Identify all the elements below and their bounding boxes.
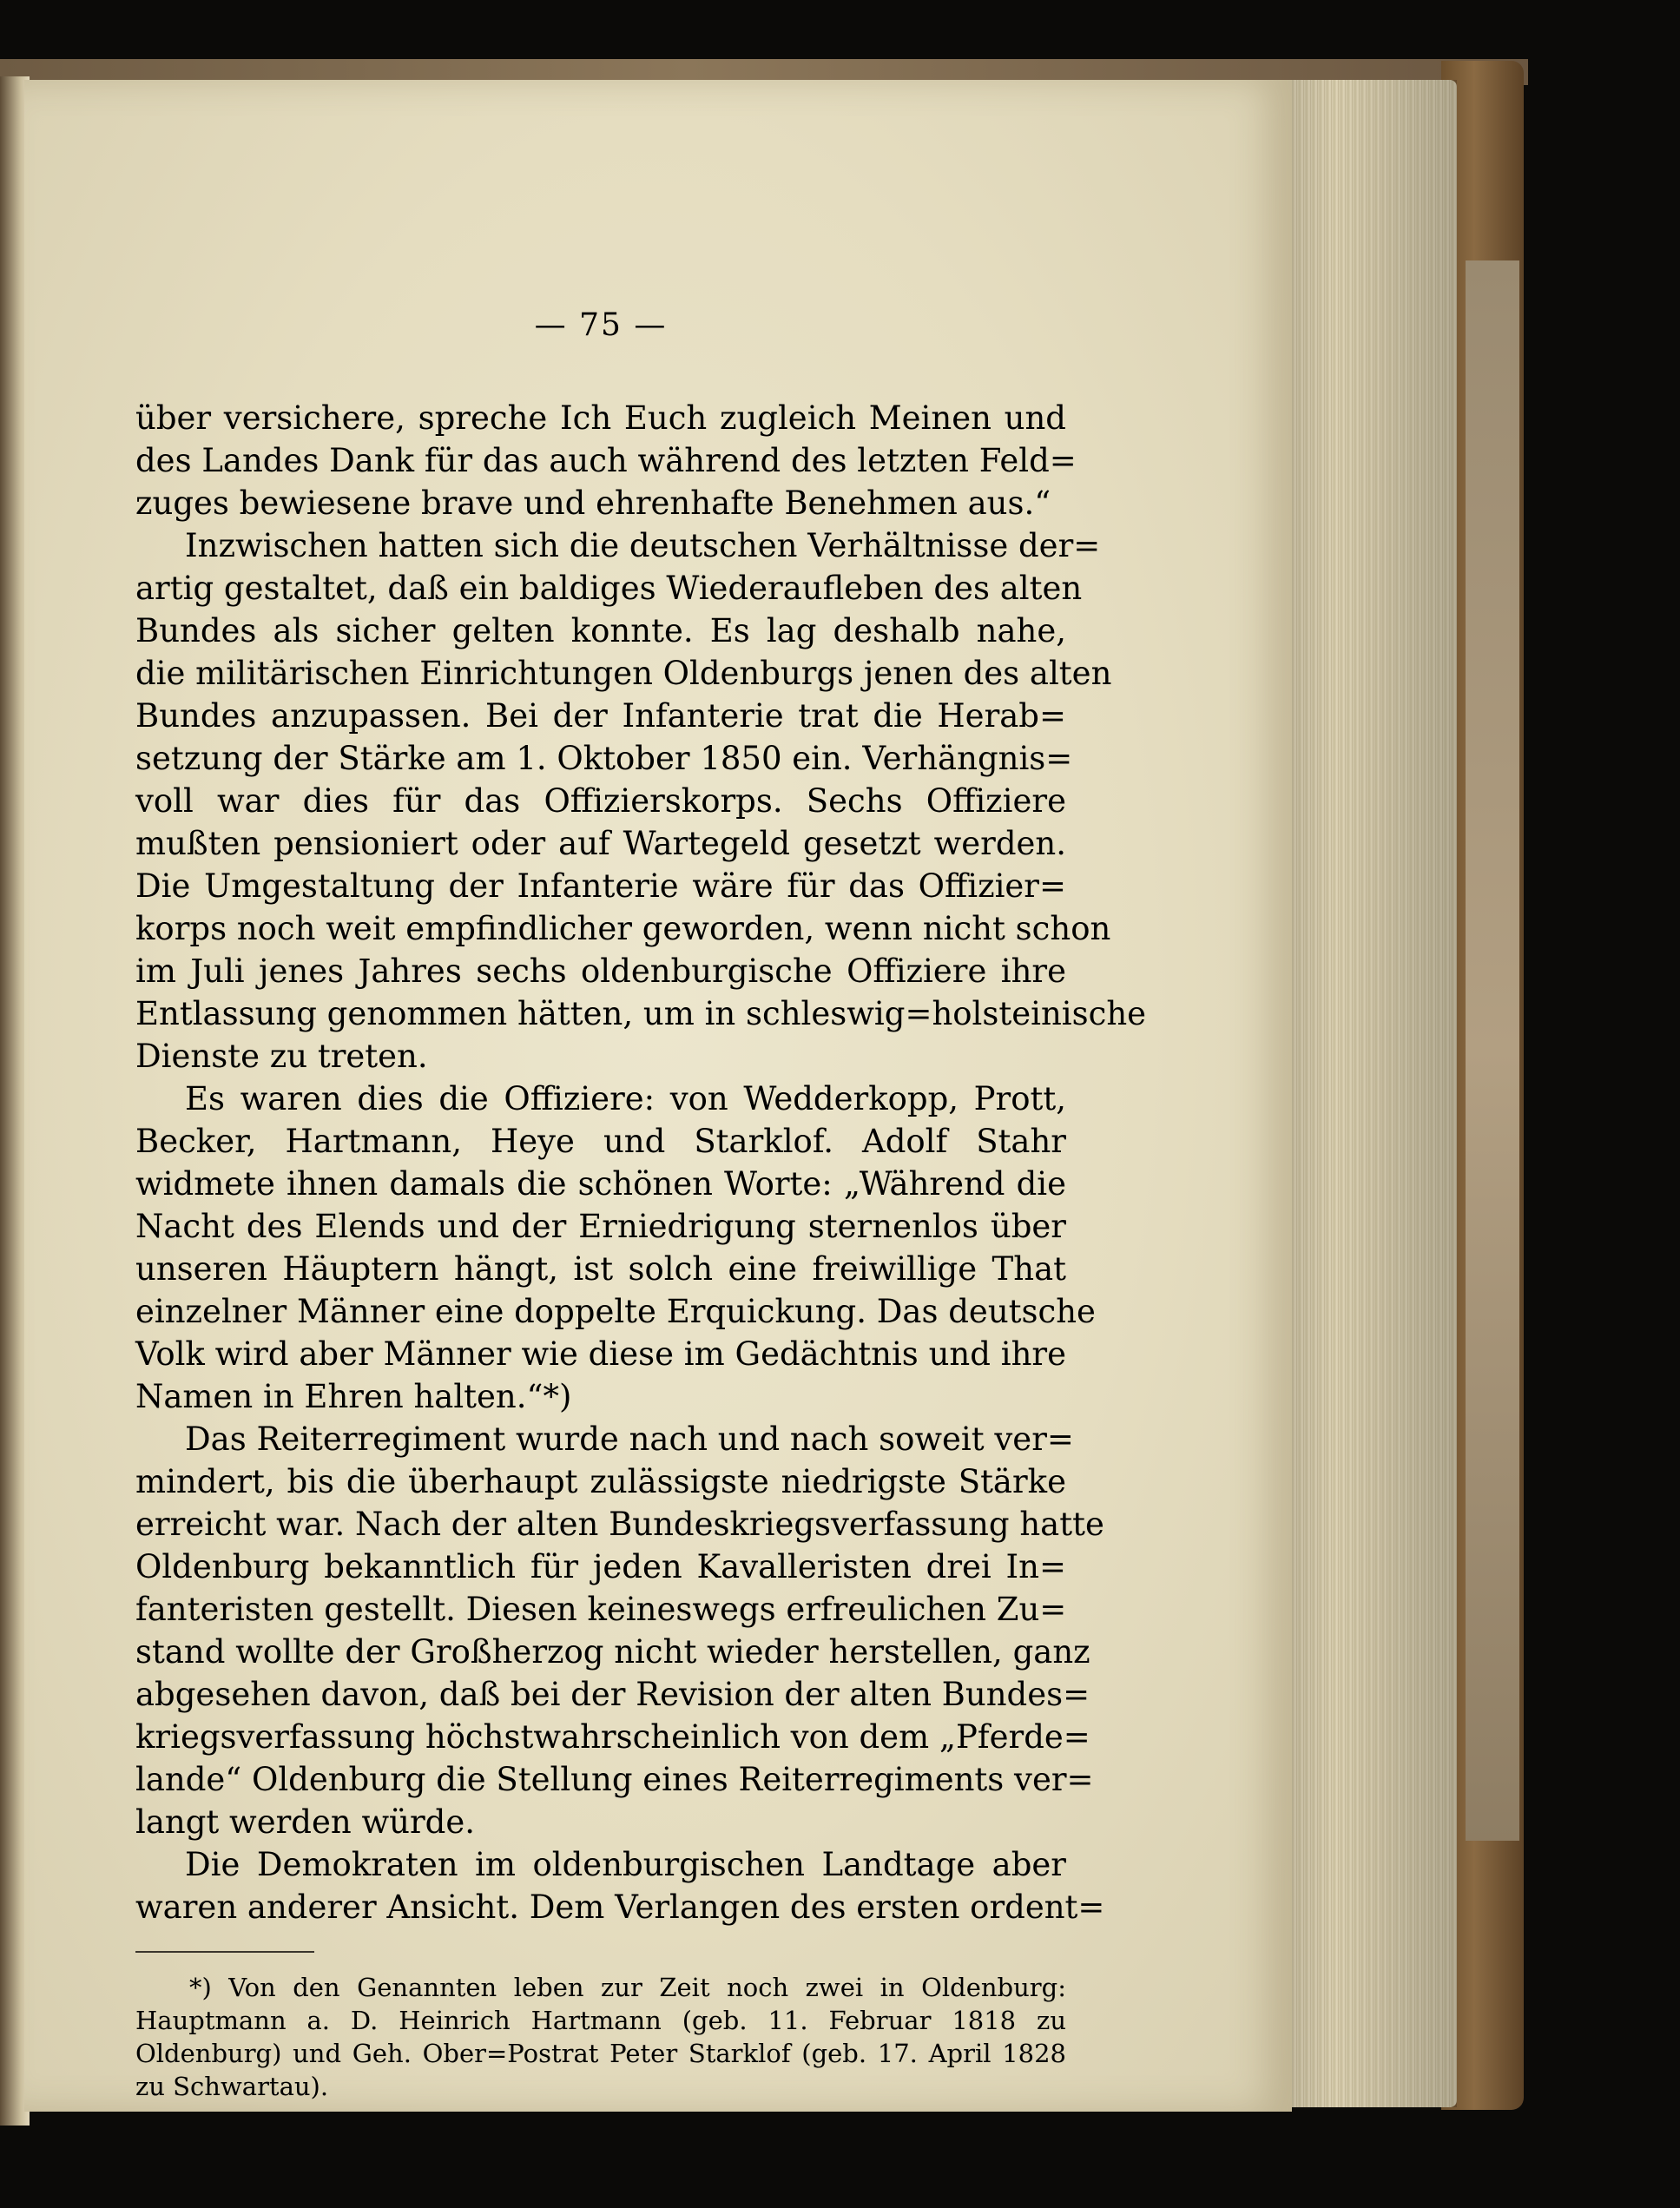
text-line: über versichere, spreche Ich Euch zugleich Meinen und	[135, 399, 1066, 437]
footnote-rule	[135, 1951, 314, 1953]
text-line: Das Reiterregiment wurde nach und nach soweit ver=	[185, 1420, 1074, 1458]
footnote-line: *) Von den Genannten leben zur Zeit noch zwei in Oldenburg:	[189, 1973, 1066, 2002]
text-line: erreicht war. Nach der alten Bundeskriegsverfassung hatte	[135, 1506, 1104, 1543]
text-line: Die Demokraten im oldenburgischen Landtage aber	[185, 1846, 1066, 1883]
text-line: Namen in Ehren halten.“*)	[135, 1378, 572, 1415]
text-line: mindert, bis die überhaupt zulässigste niedrigste Stärke	[135, 1463, 1066, 1500]
text-line: widmete ihnen damals die schönen Worte: „Während die	[135, 1165, 1066, 1203]
text-line: Bundes als sicher gelten konnte. Es lag deshalb nahe,	[135, 612, 1066, 649]
book-cover-cloth-strip	[1466, 260, 1519, 1841]
text-line: korps noch weit empfindlicher geworden, wenn nicht schon	[135, 910, 1111, 947]
text-line: fanteristen gestellt. Diesen keineswegs erfreulichen Zu=	[135, 1591, 1067, 1628]
footnote-line: Oldenburg) und Geh. Ober=Postrat Peter Starklof (geb. 17. April 1828	[135, 2039, 1066, 2068]
text-line: artig gestaltet, daß ein baldiges Wiederaufleben des alten	[135, 570, 1083, 607]
book-page	[24, 80, 1292, 2112]
text-line: mußten pensioniert oder auf Wartegeld gesetzt werden.	[135, 825, 1066, 862]
text-line: langt werden würde.	[135, 1803, 475, 1841]
text-line: im Juli jenes Jahres sechs oldenburgische Offiziere ihre	[135, 952, 1066, 990]
text-line: einzelner Männer eine doppelte Erquickung. Das deutsche	[135, 1293, 1096, 1330]
text-line: Nacht des Elends und der Erniedrigung sternenlos über	[135, 1208, 1066, 1245]
text-line: waren anderer Ansicht. Dem Verlangen des ersten ordent=	[135, 1888, 1105, 1926]
text-line: stand wollte der Großherzog nicht wieder herstellen, ganz	[135, 1633, 1090, 1671]
text-line: Oldenburg bekanntlich für jeden Kavalleristen drei In=	[135, 1548, 1066, 1585]
text-line: lande“ Oldenburg die Stellung eines Reiterregiments ver=	[135, 1761, 1094, 1798]
text-line: Inzwischen hatten sich die deutschen Verhältnisse der=	[185, 527, 1101, 564]
footnote-line: zu Schwartau).	[135, 2072, 329, 2101]
text-line: Becker, Hartmann, Heye und Starklof. Adolf Stahr	[135, 1123, 1066, 1160]
text-line: Volk wird aber Männer wie diese im Gedächtnis und ihre	[135, 1335, 1066, 1373]
text-line: die militärischen Einrichtungen Oldenburgs jenen des alten	[135, 655, 1112, 692]
text-line: voll war dies für das Offizierskorps. Sechs Offiziere	[135, 782, 1066, 820]
page-number: — 75 —	[534, 307, 668, 343]
text-line: Es waren dies die Offiziere: von Wedderkopp, Prott,	[185, 1080, 1066, 1117]
text-line: setzung der Stärke am 1. Oktober 1850 ein. Verhängnis=	[135, 740, 1073, 777]
text-line: Bundes anzupassen. Bei der Infanterie trat die Herab=	[135, 697, 1066, 735]
text-line: des Landes Dank für das auch während des letzten Feld=	[135, 442, 1077, 479]
text-line: Entlassung genommen hätten, um in schleswig=holsteinische	[135, 995, 1147, 1032]
text-line: unseren Häuptern hängt, ist solch eine freiwillige That	[135, 1250, 1066, 1288]
text-line: Die Umgestaltung der Infanterie wäre für das Offizier=	[135, 867, 1066, 905]
text-line: zuges bewiesene brave und ehrenhafte Benehmen aus.“	[135, 484, 1051, 522]
text-line: kriegsverfassung höchstwahrscheinlich von dem „Pferde=	[135, 1718, 1090, 1756]
text-line: Dienste zu treten.	[135, 1038, 428, 1075]
book-page-edges	[1283, 80, 1457, 2107]
text-line: abgesehen davon, daß bei der Revision der alten Bundes=	[135, 1676, 1090, 1713]
footnote-line: Hauptmann a. D. Heinrich Hartmann (geb. 11. Februar 1818 zu	[135, 2006, 1066, 2035]
